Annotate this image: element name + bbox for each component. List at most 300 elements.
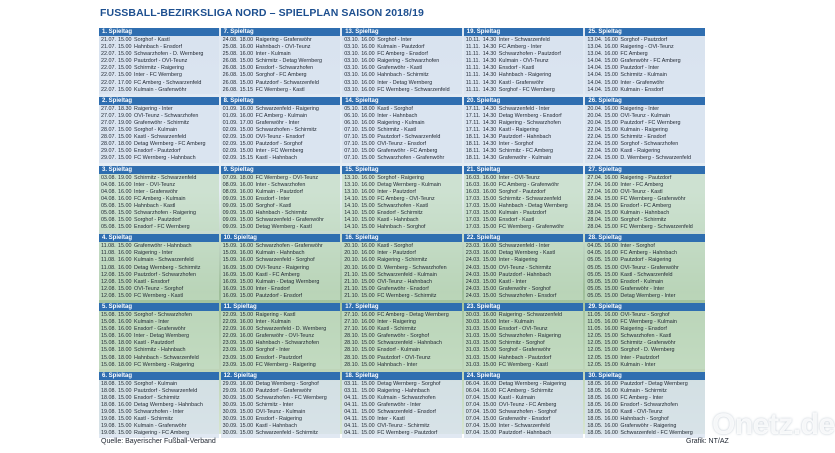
fixture-row [466,257,582,264]
fixture-row [344,134,460,141]
fixture-match: FC Wernberg - Kulmain [620,319,677,326]
fixture-time: 15.00 [239,354,254,361]
fixture-row [587,402,703,409]
fixture-row [223,265,339,272]
fixture-match: Schirmitz - Kastl [377,127,417,134]
fixture-match: Raigering - Ensdorf [620,326,667,333]
fixture-time: 15.00 [118,217,132,224]
fixture-date: 30.03. [465,312,481,318]
matchday-fixtures [99,174,219,232]
fixture-date: 07.09. [222,174,238,181]
fixture-match: Inter - Raigering [498,257,538,264]
fixture-row [587,409,703,416]
matchday-fixtures [464,174,584,232]
fixture-date: 02.09. [222,155,238,162]
fixture-date: 21.10. [344,285,360,292]
matchday-card [585,28,705,94]
fixture-date: 17.11. [465,127,481,134]
fixture-row [101,423,217,430]
fixture-time: 15.00 [239,278,254,285]
fixture-row [101,395,217,402]
fixture-time: 15.00 [361,127,375,134]
fixture-match: Inter - Grafenwöhr [620,79,665,86]
fixture-row [466,326,582,333]
fixture-time: 16.00 [239,243,254,250]
fixture-time: 15.00 [361,361,375,368]
fixture-row [344,286,460,293]
matchday-card [585,166,705,232]
fixture-date: 12.08. [101,292,116,299]
fixture-row [101,333,217,340]
fixture-time: 14.30 [482,51,497,58]
fixture-date: 28.07. [101,127,116,134]
fixture-row [466,224,582,231]
fixture-match: Sorghof - Schwarzhofen [620,141,679,148]
fixture-row [466,312,582,319]
fixture-time: 15.00 [361,224,375,231]
matchday-fixtures [342,242,462,300]
fixture-match: Pautzdorf - Sorghof [255,141,303,148]
fixture-date: 14.10. [344,217,360,224]
fixture-match: Hahnbach - Raigering [498,72,552,79]
fixture-date: 20.04. [587,112,603,119]
fixture-row [344,141,460,148]
fixture-time: 15.00 [239,340,254,347]
fixture-date: 31.03. [465,354,481,361]
fixture-date: 21.10. [344,292,360,299]
fixture-row [101,87,217,94]
fixture-match: Detag Wernberg - Sorghof [377,380,441,387]
fixture-time: 18.00 [118,361,132,368]
fixture-time: 15.00 [239,224,254,231]
fixture-row [587,362,703,369]
fixture-time: 16.00 [361,326,375,333]
fixture-row [223,148,339,155]
fixture-time: 15.00 [118,155,132,162]
fixture-date: 06.10. [344,112,360,119]
fixture-date: 12.05. [587,333,603,340]
fixture-date: 22.09. [222,312,238,318]
fixture-time: 16.00 [118,326,132,333]
fixture-match: Kulmain - Detag Wernberg [255,278,320,285]
fixture-match: Raigering - Schwarzhofen [377,58,440,65]
matchday-card [342,166,462,232]
fixture-row [344,355,460,362]
fixture-date: 07.04. [465,430,481,437]
fixture-match: Grafenwöhr - Inter [255,119,300,126]
fixture-time: 14.30 [482,148,497,155]
fixture-time: 15.00 [361,423,375,430]
fixture-time: 15.00 [239,285,254,292]
fixture-date: 05.05. [587,264,603,271]
fixture-date: 05.05. [587,278,603,285]
fixture-row [466,395,582,402]
matchday-heading: 6. Spieltag [99,372,219,380]
fixture-match: Raigering - Hahnbach [377,387,430,394]
fixture-date: 11.11. [465,51,480,58]
fixture-date: 30.03. [465,319,481,326]
fixture-time: 16.00 [482,243,497,250]
fixture-time: 15.00 [482,264,497,271]
fixture-match: Kulmain - Raigering [620,127,668,134]
fixture-match: Kastl - Ensdorf [134,278,170,285]
fixture-row [587,113,703,120]
fixture-date: 08.09. [222,181,238,188]
fixture-match: FC Wernberg - Grafenwöhr [498,224,565,231]
fixture-match: FC Amberg - Grafenwöhr [498,181,560,188]
fixture-date: 30.09. [222,423,238,430]
fixture-time: 15.00 [604,127,618,134]
fixture-row [466,87,582,94]
fixture-date: 13.04. [587,44,603,51]
fixture-time: 16.00 [361,112,375,119]
fixture-match: Sorghof - Kulmain [134,127,178,134]
page-title: FUSSBALL-BEZIRKSLIGA NORD – SPIELPLAN SAISON 2018/19 [100,7,424,19]
fixture-match: Sorghof - Pautzdorf [620,37,668,43]
fixture-time: 16.00 [239,105,254,112]
fixture-row [223,210,339,217]
fixture-match: Grafenwöhr - Inter [620,285,665,292]
fixture-match: OVI-Teunz - Ensdorf [377,141,427,148]
fixture-time: 15.00 [604,224,618,231]
fixture-row [101,319,217,326]
fixture-date: 27.07. [101,105,116,112]
fixture-row [466,381,582,388]
matchday-card [99,97,219,163]
matchday-fixtures [99,36,219,94]
fixture-time: 16.00 [361,243,375,250]
fixture-date: 22.07. [101,86,116,93]
fixture-row [587,265,703,272]
fixture-date: 17.03. [465,195,481,202]
matchday-card [221,372,341,438]
fixture-row [344,402,460,409]
fixture-row [587,312,703,319]
fixture-row [223,182,339,189]
fixture-date: 07.04. [465,394,481,401]
fixture-date: 28.04. [587,202,603,209]
fixture-row [587,80,703,87]
fixture-row [223,175,339,182]
fixture-row [101,409,217,416]
fixture-row [101,416,217,423]
fixture-row [223,65,339,72]
fixture-match: OVI-Teunz - Schwarzhofen [134,112,199,119]
fixture-row [344,347,460,354]
fixture-match: Ensdorf - Schwarzhofen [255,65,314,72]
fixture-date: 22.09. [222,326,238,333]
fixture-row [466,388,582,395]
fixture-date: 22.04. [587,155,603,162]
matchday-fixtures [585,242,705,300]
fixture-time: 16.00 [361,257,375,264]
fixture-date: 11.08. [101,264,116,271]
fixture-time: 15.00 [361,285,375,292]
fixture-row [101,65,217,72]
fixture-row [466,293,582,300]
fixture-row [587,423,703,430]
fixture-time: 14.30 [482,141,497,148]
fixture-row [587,175,703,182]
fixture-date: 20.04. [587,105,603,112]
matchday-heading: 5. Spieltag [99,303,219,311]
fixture-match: Kastl - Hahnbach [377,217,419,224]
fixture-match: Detag Wernberg - Raigering [498,380,567,387]
fixture-date: 27.07. [101,112,116,119]
fixture-date: 18.11. [465,155,481,162]
fixture-row [223,51,339,58]
fixture-time: 19.00 [118,112,132,119]
fixture-date: 09.09. [222,202,238,209]
fixture-row [344,293,460,300]
fixture-date: 14.10. [344,224,360,231]
matchday-fixtures [99,105,219,163]
fixture-match: Inter - Pautzdorf [620,354,660,361]
fixture-row [587,416,703,423]
fixture-row [587,44,703,51]
fixture-date: 15.08. [101,361,116,368]
fixture-match: Sorghof - Pautzdorf [498,188,546,195]
fixture-date: 23.09. [222,354,238,361]
fixture-date: 30.09. [222,394,238,401]
fixture-row [101,80,217,87]
fixture-match: Pautzdorf - Schwarzenfeld [255,79,319,86]
fixture-time: 15.00 [482,409,497,416]
fixture-time: 16.00 [482,174,497,181]
fixture-match: FC Wernberg - Raigering [255,361,316,368]
fixture-match: Schwarzhofen - Ensdorf [498,292,557,299]
fixture-date: 11.11. [465,58,480,65]
fixture-row [101,106,217,113]
fixture-time: 15.00 [604,58,618,65]
fixture-match: Inter - Kulmain [255,319,291,326]
fixture-date: 14.04. [587,86,603,93]
fixture-row [344,340,460,347]
fixture-row [587,333,703,340]
fixture-match: Inter - Schwarzenfeld [498,37,550,43]
fixture-match: Detag Wernberg - Kulmain [377,181,441,188]
fixture-time: 15.00 [239,127,254,134]
fixture-row [587,87,703,94]
fixture-time: 16.00 [604,387,618,394]
fixture-match: Ensdorf - Inter [255,195,290,202]
fixture-date: 03.10. [344,51,360,58]
fixture-row [223,388,339,395]
fixture-match: Pautzdorf - Schwarzhofen [134,271,197,278]
fixture-row [587,72,703,79]
fixture-match: Pautzdorf - Hahnbach [498,430,552,437]
matchday-card [221,28,341,94]
fixture-row [101,155,217,162]
fixture-match: OVI-Teunz - Grafenwöhr [620,264,679,271]
fixture-row [101,217,217,224]
fixture-row [344,416,460,423]
fixture-row [466,113,582,120]
fixture-time: 15.00 [239,217,254,224]
fixture-row [101,430,217,437]
fixture-row [223,250,339,257]
fixture-time: 16.00 [482,387,497,394]
fixture-match: Raigering - Schwarzenfeld [498,312,563,318]
fixture-row [587,293,703,300]
fixture-match: Pautzdorf - Hahnbach [498,134,552,141]
fixture-date: 14.10. [344,202,360,209]
fixture-match: FC Amberg - Kulmain [255,112,308,119]
matchday-fixtures [464,311,584,369]
fixture-match: Kastl - Schirmitz [134,416,173,423]
matchday-heading: 8. Spieltag [221,97,341,105]
fixture-row [466,286,582,293]
fixture-date: 18.08. [101,380,116,387]
fixture-time: 19.00 [118,119,132,126]
fixture-time: 16.00 [239,387,254,394]
fixture-match: OVI-Teunz - Raigering [255,264,309,271]
matchday-heading: 26. Spieltag [585,97,705,105]
fixture-time: 14.30 [482,86,497,93]
fixture-date: 30.09. [222,402,238,409]
fixture-date: 03.10. [344,86,360,93]
matchday-card [585,234,705,300]
fixture-row [466,196,582,203]
fixture-row [101,58,217,65]
fixture-match: Hahnbach - Schirmitz [255,209,308,216]
fixture-date: 12.05. [587,354,603,361]
matchday-heading: 22. Spieltag [464,234,584,242]
fixture-date: 25.08. [222,44,238,51]
fixture-match: Kastl - FC Amberg [255,271,300,278]
fixture-match: Schwarzenfeld - Raigering [255,105,319,112]
fixture-row [587,217,703,224]
graphic-credit: Grafik: NT/AZ [686,438,729,445]
fixture-match: Inter - FC Amberg [620,181,664,188]
fixture-date: 23.09. [222,340,238,347]
fixture-row [466,362,582,369]
fixture-time: 15.00 [239,312,254,318]
fixture-row [466,347,582,354]
fixture-date: 07.10. [344,127,360,134]
fixture-time: 16.00 [239,51,254,58]
fixture-time: 18.00 [239,174,254,181]
fixture-time: 15.00 [604,333,618,340]
fixture-match: Raigering - FC Amberg [134,430,190,437]
fixture-time: 15.00 [482,354,497,361]
fixture-row [101,293,217,300]
matchday-fixtures [221,311,341,369]
fixture-match: Sorghof - Kastl [255,202,292,209]
matchday-heading: 20. Spieltag [464,97,584,105]
fixture-row [101,72,217,79]
fixture-row [344,203,460,210]
fixture-match: Ensdorf - Kastl [498,217,535,224]
fixture-match: Inter - FC Wernberg [134,72,182,79]
fixture-row [466,44,582,51]
fixture-row [101,265,217,272]
fixture-row [223,312,339,319]
fixture-date: 13.04. [587,51,603,58]
fixture-date: 13.10. [344,181,360,188]
fixture-time: 15.00 [118,423,132,430]
fixture-row [344,148,460,155]
fixture-match: OVI-Teunz - Sorghof [620,312,670,318]
fixture-row [466,141,582,148]
fixture-row [101,340,217,347]
fixture-match: Sorghof - Kulmain [134,380,178,387]
fixture-row [344,87,460,94]
fixture-match: Raigering - Kastl [255,312,296,318]
fixture-row [587,319,703,326]
fixture-date: 28.07. [101,141,116,148]
fixture-row [587,243,703,250]
fixture-date: 30.09. [222,409,238,416]
fixture-row [587,257,703,264]
fixture-time: 16.00 [118,402,132,409]
fixture-date: 21.10. [344,278,360,285]
fixture-time: 16.00 [239,188,254,195]
fixture-date: 19.08. [101,416,116,423]
matchday-card [221,97,341,163]
fixture-time: 15.00 [118,58,132,65]
fixture-row [466,182,582,189]
fixture-row [344,381,460,388]
fixture-match: Inter - Sorghof [620,243,655,250]
fixture-date: 03.10. [344,58,360,65]
fixture-row [344,395,460,402]
fixture-date: 05.05. [587,285,603,292]
fixture-row [101,148,217,155]
fixture-time: 16.00 [239,380,254,387]
fixture-date: 03.11. [344,387,359,394]
fixture-time: 15.00 [604,361,618,368]
fixture-row [466,279,582,286]
matchday-heading: 13. Spieltag [342,28,462,36]
matchday-fixtures [342,174,462,232]
fixture-time: 15.00 [361,148,375,155]
fixture-row [587,326,703,333]
fixture-date: 17.03. [465,202,481,209]
fixture-row [587,272,703,279]
fixture-time: 15.00 [482,326,497,333]
fixture-row [466,210,582,217]
fixture-match: Schirmitz - Kulmain [620,72,667,79]
fixture-time: 15.00 [118,312,132,318]
fixture-match: Schwarzhofen - Schirmitz [255,127,317,134]
fixture-date: 23.09. [222,361,238,368]
fixture-row [344,217,460,224]
fixture-match: Inter - Ensdorf [255,285,290,292]
fixture-row [466,189,582,196]
fixture-match: Schwarzenfeld - Sorghof [255,257,315,264]
fixture-match: Kastl - Kulmain [498,394,536,401]
fixture-row [101,44,217,51]
fixture-time: 15.00 [604,264,618,271]
fixture-date: 07.04. [465,409,481,416]
fixture-match: D. Wernberg - Schwarzenfeld [620,155,691,162]
fixture-time: 15.00 [239,209,254,216]
fixture-match: Kastl - Hahnbach [255,155,297,162]
fixture-match: Schwarzhofen - Grafenwöhr [377,155,445,162]
fixture-row [587,286,703,293]
fixture-date: 22.07. [101,51,116,58]
fixture-time: 15.00 [361,333,375,340]
fixture-date: 03.10. [344,72,360,79]
fixture-time: 15.00 [604,292,618,299]
fixture-date: 29.09. [222,380,238,387]
fixture-row [344,333,460,340]
fixture-date: 15.08. [101,333,116,340]
matchday-card [585,97,705,163]
matchday-card [221,303,341,369]
fixture-date: 05.08. [101,224,116,231]
